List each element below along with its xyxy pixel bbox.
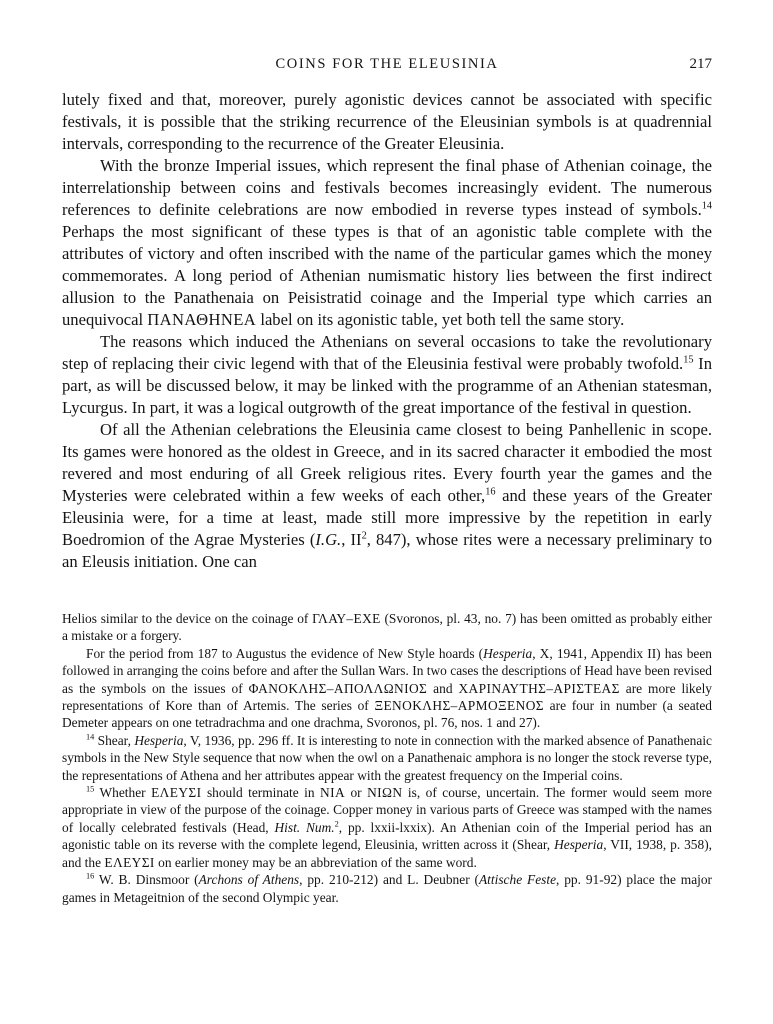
greek-nia: ΝΙΑ — [320, 785, 346, 801]
footnote-16-text-a: W. B. Dinsmoor ( — [94, 872, 199, 888]
paragraph-1 — [62, 89, 712, 155]
paragraph-2 — [62, 155, 712, 331]
footnote-number-15: 15 — [86, 784, 95, 794]
hesperia-citation: Hesperia — [483, 645, 533, 661]
footnotes — [62, 610, 712, 906]
running-header — [62, 56, 712, 78]
greek-xenokles-harmoxenos: ΞΕΝΟΚΛΗΣ–ΑΡΜΟΞΕΝΟΣ — [374, 698, 544, 714]
archons-citation: Archons of Athens — [198, 872, 300, 888]
footnote-14-text-a: Shear, — [94, 732, 135, 748]
greek-eleusi: ΕΛΕΥΣΙ — [104, 854, 155, 870]
paragraph-2-text-b: Perhaps the most significant of these types is that of an agonistic table complete with the attributes of victory and often inscribed with the name of the particular games which the money commemorates. A long period of Athenian numismatic history lies between the first indirect allusion to the Panathenaia on Peisistratid coinage and the Imperial type which carries an unequivocal — [62, 222, 712, 329]
footnote-15-text-g: on earlier money may be an abbreviation of the same word. — [154, 854, 477, 870]
paragraph-3-text-a: The reasons which induced the Athenians on several occasions to take the revolutionary step of replacing their civic legend with that of the Eleusinia festival were probably twofold. — [62, 332, 712, 373]
footnote-15-text-c: or — [345, 785, 368, 801]
footnote-number-14: 14 — [86, 732, 95, 742]
paragraph-1-text: lutely fixed and that, moreover, purely agonistic devices cannot be associated with specific festivals, it is possible that the striking recurrence of the Eleusinian symbols is at quadrennial intervals, corresponding to the recurrence of the Greater Eleusinia. — [62, 90, 712, 153]
footnote-new-style-text-e: are four in number (a seated Demeter appears on one tetradrachma and one drachma, Svoronos, pl. 76, nos. 1 and 27). — [62, 698, 713, 731]
main-text — [62, 89, 712, 573]
running-title: COINS FOR THE ELEUSINIA — [275, 56, 499, 72]
superscript-2: 2 — [361, 530, 367, 542]
ig-citation: I.G. — [315, 530, 342, 549]
superscript-2: 2 — [334, 819, 339, 829]
footnote-new-style — [62, 645, 712, 732]
paragraph-4-text-b: and these years of the Greater Eleusinia were, for a time at least, made still more impressive by the repetition in early Boedromion of the Agrae Mysteries ( — [62, 486, 713, 549]
footnote-new-style-text-a: For the period from 187 to Augustus the evidence of New Style hoards ( — [86, 645, 484, 661]
footnote-15 — [62, 784, 712, 871]
paragraph-3-text-b: In part, as will be discussed below, it may be linked with the programme of an Athenian statesman, Lycurgus. In part, it was a logical outgrowth of the great importance of the festival in question. — [62, 354, 713, 417]
greek-charinautes-aristeas: ΧΑΡΙΝΑΥΤΗΣ–ΑΡΙΣΤΕΑΣ — [458, 680, 620, 696]
footnote-new-style-text-d: are more likely representations of Kore than of Artemis. The series of — [62, 680, 712, 714]
greek-eleusi: ΕΛΕΥΣΙ — [151, 785, 202, 801]
footnote-15-text-d: is, of course, uncertain. The former would seem more appropriate in view of the purpose of the coinage. Copper money in various parts of Greece was stamped with the names of locally celebrated festivals (Head, — [62, 785, 712, 835]
footnote-15-text-b: should terminate in — [201, 785, 321, 801]
greek-panathenea: ΠΑΝΑΘΗΝΕΑ — [147, 310, 257, 329]
hesperia-citation: Hesperia — [554, 837, 604, 853]
footnote-16 — [62, 871, 712, 906]
footnote-14 — [62, 732, 712, 784]
footnote-15-text-a: Whether — [94, 785, 152, 801]
paragraph-4-text-a: Of all the Athenian celebrations the Eleusinia came closest to being Panhellenic in scope. Its games were honored as the oldest in Greece, and in its sacred character it embodied the most revered and most enduring of all Greek religious rites. Every fourth year the games and the Mysteries were celebrated within a few weeks of each other, — [62, 420, 712, 505]
footnote-14-text-b: , V, 1936, pp. 296 ff. It is interesting to note in connection with the marked absence of Panathenaic symbols in the New Style sequence that now when the owl on a Panathenaic amphora is no longer the stock reverse type, the representations of Athena and her attributes appear with the greatest frequency on the Imperial coins. — [62, 732, 712, 783]
footnote-15-text-f: , VII, 1938, p. 358), and the — [62, 837, 712, 870]
hist-num-citation: Hist. Num. — [274, 819, 335, 835]
paragraph-4-text-d: , 847), whose rites were a necessary preliminary to an Eleusis initiation. One can — [62, 530, 712, 571]
hesperia-citation: Hesperia — [134, 732, 184, 748]
paragraph-2-text-a: With the bronze Imperial issues, which represent the final phase of Athenian coinage, the interrelationship between coins and festivals becomes increasingly evident. The numerous references to definite celebrations are now embodied in reverse types instead of symbols. — [62, 156, 712, 219]
paragraph-4 — [62, 419, 712, 573]
footnote-number-16: 16 — [86, 871, 95, 881]
paragraph-3 — [62, 331, 712, 419]
footnote-new-style-text-c: and — [427, 680, 459, 696]
attische-feste-citation: Attische Feste — [479, 872, 557, 888]
footnote-ref-16[interactable]: 16 — [485, 486, 496, 498]
greek-glauk-exe: ΓΛΑΥ–ΕΧΕ — [312, 611, 381, 626]
paragraph-4-text-c: , II — [341, 530, 362, 549]
footnote-new-style-text-b: , X, 1941, Appendix II) has been followed in arranging the coins before and after the Sullan Wars. In two cases the descriptions of Head have been revised as the symbols on the issues of — [62, 645, 712, 696]
footnote-continuation-text-a: Helios similar to the device on the coinage of — [62, 611, 313, 626]
footnote-16-text-b: , pp. 210-212) and L. Deubner ( — [299, 872, 479, 888]
footnote-16-text-c: , pp. 91-92) place the major games in Metageitnion of the second Olympic year. — [62, 872, 713, 905]
greek-phanokles-apollonios: ΦΑΝΟΚΛΗΣ–ΑΠΟΛΛΩΝΙΟΣ — [248, 680, 428, 696]
footnote-ref-15[interactable]: 15 — [683, 354, 694, 366]
paragraph-2-text-c: label on its agonistic table, yet both tell the same story. — [256, 310, 625, 329]
footnote-ref-14[interactable]: 14 — [701, 200, 712, 212]
footnote-15-text-e: , pp. lxxii-lxxix). An Athenian coin of the Imperial period has an agonistic table on its reverse with the complete legend, Eleusinia, written across it (Shear, — [62, 819, 712, 853]
greek-nion: ΝΙΩΝ — [367, 785, 403, 801]
page-number: 217 — [689, 56, 712, 72]
footnote-continuation — [62, 610, 712, 645]
footnote-continuation-text-b: (Svoronos, pl. 43, no. 7) has been omitted as probably either a mistake or a forgery. — [62, 611, 712, 644]
